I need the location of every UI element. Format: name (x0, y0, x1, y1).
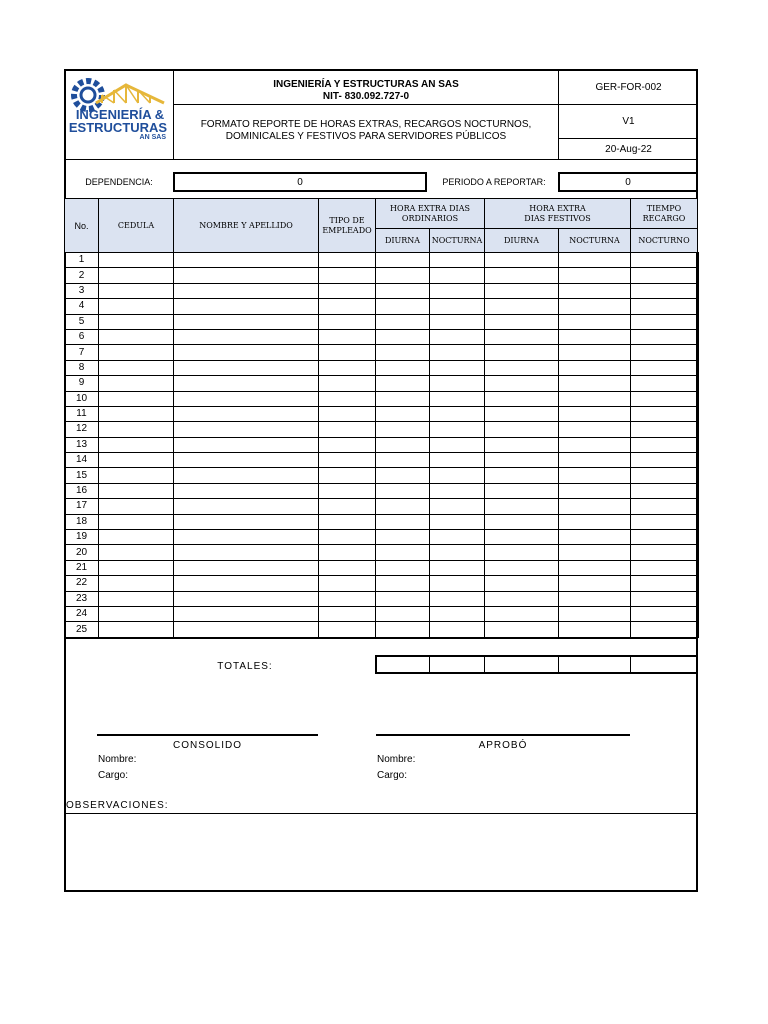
table-row (65, 422, 699, 437)
group-header-festivos: HORA EXTRA DIAS FESTIVOS (524, 203, 591, 223)
table-cell[interactable] (174, 345, 319, 360)
col-header-no: No. (74, 220, 89, 231)
table-row (65, 453, 699, 468)
table-cell[interactable] (174, 329, 319, 344)
tot-v1 (429, 655, 430, 674)
table-cell[interactable] (376, 329, 430, 344)
table-cell[interactable] (631, 560, 699, 575)
row-number: 20 (65, 545, 99, 560)
table-cell[interactable] (631, 314, 699, 329)
tot-v2 (484, 655, 485, 674)
observaciones-area[interactable] (66, 815, 696, 890)
table-cell[interactable] (485, 360, 559, 375)
table-cell[interactable] (174, 253, 319, 268)
table-cell[interactable] (631, 437, 699, 452)
table-cell[interactable] (485, 268, 559, 283)
table-cell[interactable] (174, 499, 319, 514)
table-cell[interactable] (376, 530, 430, 545)
table-cell[interactable] (319, 360, 376, 375)
table-cell[interactable] (376, 360, 430, 375)
table-cell[interactable] (559, 545, 631, 560)
table-cell[interactable] (485, 545, 559, 560)
table-cell[interactable] (631, 391, 699, 406)
table-cell[interactable] (319, 329, 376, 344)
table-cell[interactable] (99, 499, 174, 514)
consolido-cargo-label: Cargo: (98, 770, 129, 781)
table-cell[interactable] (559, 422, 631, 437)
table-cell[interactable] (485, 576, 559, 591)
table-cell[interactable] (430, 329, 485, 344)
table-cell[interactable] (174, 360, 319, 375)
table-cell[interactable] (376, 437, 430, 452)
table-cell[interactable] (559, 329, 631, 344)
table-cell[interactable] (376, 422, 430, 437)
table-row (65, 437, 699, 452)
table-cell[interactable] (631, 530, 699, 545)
row-number: 3 (65, 283, 99, 298)
table-cell[interactable] (485, 622, 559, 637)
table-cell[interactable] (99, 376, 174, 391)
table-cell[interactable] (430, 606, 485, 621)
table-cell[interactable] (485, 453, 559, 468)
table-cell[interactable] (319, 499, 376, 514)
table-cell[interactable] (631, 545, 699, 560)
table-cell[interactable] (559, 314, 631, 329)
report-table (64, 252, 699, 638)
table-cell[interactable] (485, 499, 559, 514)
table-cell[interactable] (99, 345, 174, 360)
document-code: GER-FOR-002 (595, 81, 662, 93)
row-number: 19 (65, 530, 99, 545)
table-cell[interactable] (319, 468, 376, 483)
table-cell[interactable] (559, 406, 631, 421)
table-cell[interactable] (376, 576, 430, 591)
table-cell[interactable] (430, 453, 485, 468)
header-title-line (173, 104, 558, 105)
table-cell[interactable] (99, 453, 174, 468)
table-row (65, 314, 699, 329)
table-cell[interactable] (485, 253, 559, 268)
table-cell[interactable] (376, 560, 430, 575)
table-row (65, 268, 699, 283)
table-cell[interactable] (99, 391, 174, 406)
table-cell[interactable] (631, 453, 699, 468)
table-row (65, 576, 699, 591)
table-row (65, 406, 699, 421)
table-cell[interactable] (485, 329, 559, 344)
col-header-cedula: CEDULA (117, 221, 155, 230)
table-cell[interactable] (319, 576, 376, 591)
table-cell[interactable] (559, 499, 631, 514)
table-cell[interactable] (319, 422, 376, 437)
table-cell[interactable] (559, 560, 631, 575)
totals-row (375, 655, 698, 674)
company-logo (66, 73, 172, 157)
table-row (65, 622, 699, 637)
table-cell[interactable] (376, 283, 430, 298)
table-cell[interactable] (430, 268, 485, 283)
row-number: 10 (65, 391, 99, 406)
table-cell[interactable] (174, 283, 319, 298)
dependencia-label: DEPENDENCIA: (85, 177, 153, 187)
row-number: 12 (65, 422, 99, 437)
table-cell[interactable] (319, 314, 376, 329)
table-cell[interactable] (319, 514, 376, 529)
row-number: 11 (65, 406, 99, 421)
row-number: 7 (65, 345, 99, 360)
document-date: 20-Aug-22 (605, 143, 652, 155)
table-cell[interactable] (485, 376, 559, 391)
row-number: 18 (65, 514, 99, 529)
table-row (65, 530, 699, 545)
row-number: 17 (65, 499, 99, 514)
subheader-nocturno-recargo: NOCTURNO (638, 236, 690, 245)
row-number: 25 (65, 622, 99, 637)
table-cell[interactable] (430, 360, 485, 375)
table-row (65, 391, 699, 406)
periodo-field[interactable]: 0 (558, 172, 698, 192)
table-cell[interactable] (430, 299, 485, 314)
table-cell[interactable] (319, 299, 376, 314)
subheader-diurna-ordinarios: DIURNA (384, 236, 421, 245)
table-cell[interactable] (485, 345, 559, 360)
table-cell[interactable] (430, 422, 485, 437)
table-bottom-line (64, 638, 698, 639)
table-cell[interactable] (559, 622, 631, 637)
table-cell[interactable] (376, 545, 430, 560)
table-cell[interactable] (319, 268, 376, 283)
table-cell[interactable] (174, 437, 319, 452)
table-cell[interactable] (559, 606, 631, 621)
table-cell[interactable] (631, 576, 699, 591)
table-cell[interactable] (376, 406, 430, 421)
table-cell[interactable] (319, 530, 376, 545)
row-number: 2 (65, 268, 99, 283)
table-cell[interactable] (376, 622, 430, 637)
table-cell[interactable] (376, 268, 430, 283)
table-cell[interactable] (376, 253, 430, 268)
table-row (65, 483, 699, 498)
table-cell[interactable] (559, 376, 631, 391)
table-cell[interactable] (99, 576, 174, 591)
table-cell[interactable] (430, 468, 485, 483)
table-cell[interactable] (485, 391, 559, 406)
table-cell[interactable] (174, 560, 319, 575)
table-cell[interactable] (430, 591, 485, 606)
tot-v3 (558, 655, 559, 674)
table-cell[interactable] (559, 437, 631, 452)
table-cell[interactable] (430, 406, 485, 421)
row-number: 14 (65, 453, 99, 468)
table-cell[interactable] (99, 591, 174, 606)
table-cell[interactable] (319, 606, 376, 621)
row-number: 15 (65, 468, 99, 483)
row-number: 6 (65, 329, 99, 344)
table-cell[interactable] (631, 268, 699, 283)
table-cell[interactable] (99, 514, 174, 529)
table-cell[interactable] (174, 514, 319, 529)
table-cell[interactable] (376, 299, 430, 314)
table-cell[interactable] (319, 545, 376, 560)
aprobo-label: APROBÓ (478, 739, 528, 751)
consolido-signature-line (97, 734, 318, 736)
table-cell[interactable] (559, 530, 631, 545)
table-cell[interactable] (559, 483, 631, 498)
row-number: 8 (65, 360, 99, 375)
header-bottom-line (64, 159, 698, 160)
table-cell[interactable] (376, 391, 430, 406)
table-row (65, 545, 699, 560)
table-cell[interactable] (99, 268, 174, 283)
table-cell[interactable] (485, 591, 559, 606)
table-cell[interactable] (631, 483, 699, 498)
table-row (65, 345, 699, 360)
table-row (65, 253, 699, 268)
table-cell[interactable] (174, 530, 319, 545)
table-cell[interactable] (430, 560, 485, 575)
table-row (65, 606, 699, 621)
table-cell[interactable] (631, 253, 699, 268)
table-cell[interactable] (174, 453, 319, 468)
table-cell[interactable] (319, 591, 376, 606)
table-row (65, 376, 699, 391)
row-number: 5 (65, 314, 99, 329)
row-number: 23 (65, 591, 99, 606)
row-number: 24 (65, 606, 99, 621)
table-cell[interactable] (99, 299, 174, 314)
table-cell[interactable] (559, 268, 631, 283)
company-nit: NIT- 830.092.727-0 (322, 91, 410, 102)
table-row (65, 299, 699, 314)
table-cell[interactable] (174, 268, 319, 283)
table-cell[interactable] (631, 514, 699, 529)
tot-v4 (630, 655, 631, 674)
table-cell[interactable] (430, 514, 485, 529)
table-cell[interactable] (631, 283, 699, 298)
table-cell[interactable] (174, 391, 319, 406)
table-cell[interactable] (430, 499, 485, 514)
table-cell[interactable] (430, 391, 485, 406)
row-number: 9 (65, 376, 99, 391)
table-cell[interactable] (485, 606, 559, 621)
table-cell[interactable] (319, 453, 376, 468)
table-cell[interactable] (99, 468, 174, 483)
table-cell[interactable] (485, 468, 559, 483)
table-cell[interactable] (430, 283, 485, 298)
table-cell[interactable] (319, 345, 376, 360)
subheader-nocturna-ordinarios: NOCTURNA (431, 236, 483, 245)
table-cell[interactable] (319, 483, 376, 498)
table-cell[interactable] (430, 545, 485, 560)
dependencia-field[interactable]: 0 (173, 172, 427, 192)
table-row (65, 499, 699, 514)
table-cell[interactable] (631, 406, 699, 421)
table-cell[interactable] (559, 391, 631, 406)
table-cell[interactable] (430, 437, 485, 452)
table-cell[interactable] (485, 437, 559, 452)
table-cell[interactable] (174, 376, 319, 391)
table-cell[interactable] (631, 591, 699, 606)
table-cell[interactable] (430, 376, 485, 391)
table-cell[interactable] (485, 514, 559, 529)
subheader-nocturna-festivos: NOCTURNA (569, 236, 620, 245)
totales-label: TOTALES: (217, 660, 273, 672)
table-cell[interactable] (559, 345, 631, 360)
table-cell[interactable] (631, 468, 699, 483)
document-title: FORMATO REPORTE DE HORAS EXTRAS, RECARGOS NOCTURNOS, DOMINICALES Y FESTIVOS PARA SERVIDORES PÚBLICOS (200, 119, 532, 142)
table-cell[interactable] (631, 376, 699, 391)
table-cell[interactable] (174, 299, 319, 314)
table-cell[interactable] (376, 376, 430, 391)
table-cell[interactable] (174, 468, 319, 483)
table-cell[interactable] (430, 576, 485, 591)
table-cell[interactable] (99, 606, 174, 621)
table-cell[interactable] (376, 591, 430, 606)
table-row (65, 514, 699, 529)
table-cell[interactable] (174, 606, 319, 621)
table-cell[interactable] (174, 422, 319, 437)
table-cell[interactable] (559, 591, 631, 606)
company-name: INGENIERÍA Y ESTRUCTURAS AN SAS (273, 79, 459, 90)
table-cell[interactable] (99, 483, 174, 498)
table-cell[interactable] (485, 299, 559, 314)
table-cell[interactable] (99, 422, 174, 437)
table-cell[interactable] (99, 360, 174, 375)
table-cell[interactable] (430, 530, 485, 545)
table-row (65, 560, 699, 575)
table-cell[interactable] (174, 314, 319, 329)
table-cell[interactable] (99, 406, 174, 421)
table-cell[interactable] (319, 283, 376, 298)
table-cell[interactable] (485, 314, 559, 329)
table-cell[interactable] (430, 622, 485, 637)
row-number: 1 (65, 253, 99, 268)
table-cell[interactable] (174, 545, 319, 560)
table-row (65, 591, 699, 606)
table-cell[interactable] (559, 514, 631, 529)
table-cell[interactable] (559, 253, 631, 268)
consolido-nombre-label: Nombre: (98, 754, 137, 765)
table-cell[interactable] (376, 345, 430, 360)
table-cell[interactable] (430, 314, 485, 329)
table-row (65, 360, 699, 375)
table-cell[interactable] (174, 406, 319, 421)
table-cell[interactable] (485, 530, 559, 545)
table-cell[interactable] (99, 283, 174, 298)
table-cell[interactable] (376, 468, 430, 483)
table-cell[interactable] (631, 345, 699, 360)
table-cell[interactable] (319, 391, 376, 406)
table-cell[interactable] (485, 283, 559, 298)
table-cell[interactable] (631, 606, 699, 621)
table-cell[interactable] (319, 437, 376, 452)
table-cell[interactable] (319, 406, 376, 421)
table-cell[interactable] (99, 530, 174, 545)
document-version: V1 (622, 116, 635, 127)
aprobo-nombre-label: Nombre: (377, 754, 416, 765)
table-cell[interactable] (485, 483, 559, 498)
table-cell[interactable] (559, 299, 631, 314)
table-cell[interactable] (631, 422, 699, 437)
aprobo-signature-line (376, 734, 630, 736)
table-cell[interactable] (319, 560, 376, 575)
table-cell[interactable] (174, 576, 319, 591)
table-cell[interactable] (559, 468, 631, 483)
row-number: 16 (65, 483, 99, 498)
periodo-label: PERIODO A REPORTAR: (442, 177, 546, 187)
table-cell[interactable] (559, 360, 631, 375)
table-cell[interactable] (174, 591, 319, 606)
table-cell[interactable] (174, 483, 319, 498)
table-cell[interactable] (559, 576, 631, 591)
logo-text-line2: ESTRUCTURAS (68, 120, 168, 135)
table-cell[interactable] (99, 622, 174, 637)
table-row (65, 468, 699, 483)
table-cell[interactable] (99, 545, 174, 560)
table-cell[interactable] (430, 253, 485, 268)
row-number: 13 (65, 437, 99, 452)
table-row (65, 283, 699, 298)
aprobo-cargo-label: Cargo: (377, 770, 408, 781)
logo-text-line3: AN SAS (139, 134, 166, 141)
table-cell[interactable] (99, 437, 174, 452)
logo-text-line1: INGENIERÍA & (75, 107, 165, 122)
table-cell[interactable] (631, 329, 699, 344)
table-cell[interactable] (559, 453, 631, 468)
consolido-label: CONSOLIDO (172, 739, 242, 751)
table-cell[interactable] (99, 560, 174, 575)
observaciones-line (64, 813, 698, 814)
row-number: 21 (65, 560, 99, 575)
col-header-tipo: TIPO DE EMPLEADO (322, 215, 372, 235)
table-cell[interactable] (174, 622, 319, 637)
group-header-ordinarios: HORA EXTRA DIAS ORDINARIOS (390, 203, 470, 223)
observaciones-label: OBSERVACIONES: (66, 800, 169, 811)
table-cell[interactable] (99, 314, 174, 329)
table-cell[interactable] (631, 299, 699, 314)
col-header-nombre: NOMBRE Y APELLIDO (199, 221, 293, 230)
table-cell[interactable] (376, 499, 430, 514)
row-number: 4 (65, 299, 99, 314)
table-cell[interactable] (631, 499, 699, 514)
table-cell[interactable] (376, 314, 430, 329)
subheader-diurna-festivos: DIURNA (503, 236, 540, 245)
table-cell[interactable] (319, 622, 376, 637)
table-cell[interactable] (430, 345, 485, 360)
table-cell[interactable] (376, 483, 430, 498)
table-cell[interactable] (376, 514, 430, 529)
table-cell[interactable] (631, 622, 699, 637)
table-cell[interactable] (319, 253, 376, 268)
table-cell[interactable] (631, 360, 699, 375)
table-cell[interactable] (485, 422, 559, 437)
group-header-recargo: TIEMPO RECARGO (642, 203, 686, 223)
table-cell[interactable] (559, 283, 631, 298)
row-number: 22 (65, 576, 99, 591)
table-cell[interactable] (319, 376, 376, 391)
table-cell[interactable] (99, 329, 174, 344)
table-row (65, 329, 699, 344)
table-cell[interactable] (376, 606, 430, 621)
table-cell[interactable] (376, 453, 430, 468)
table-cell[interactable] (430, 483, 485, 498)
table-cell[interactable] (485, 560, 559, 575)
table-cell[interactable] (99, 253, 174, 268)
table-cell[interactable] (485, 406, 559, 421)
